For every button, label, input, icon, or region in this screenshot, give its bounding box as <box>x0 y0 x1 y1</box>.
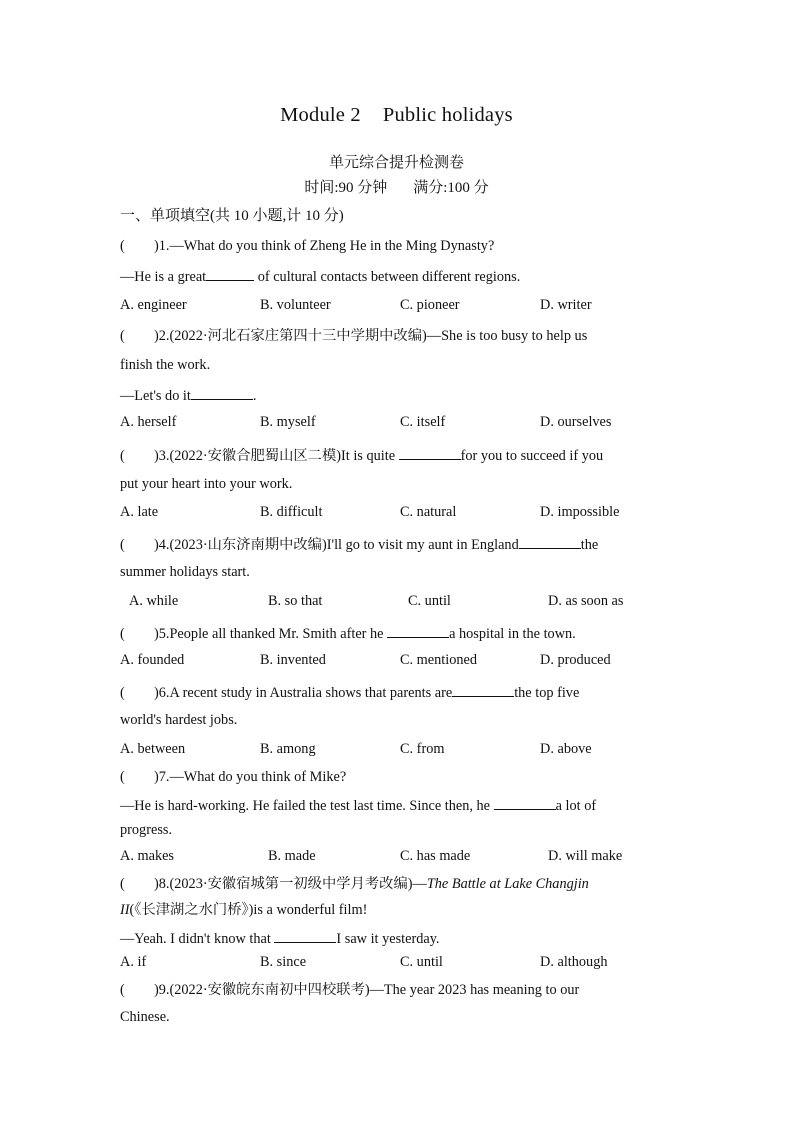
answer-blank[interactable] <box>206 266 254 281</box>
q4-option-c: C. until <box>408 593 451 609</box>
answer-blank[interactable] <box>274 928 336 943</box>
q4-option-b: B. so that <box>268 593 323 609</box>
q7-option-a: A. makes <box>120 848 174 864</box>
q3-option-c: C. natural <box>400 504 457 520</box>
q6-option-c: C. from <box>400 741 445 757</box>
question-2-answer-line: —Let's do it . <box>120 385 256 405</box>
question-4-stem-cont: summer holidays start. <box>120 564 250 580</box>
exam-time: 时间:90 分钟 <box>304 180 388 196</box>
q5-option-c: C. mentioned <box>400 652 478 668</box>
question-7-answer-line: —He is hard-working. He failed the test last time. Since then, he a lot of <box>120 795 596 815</box>
question-3-stem: ( )3.(2022·安徽合肥蜀山区二模)It is quite for you to succeed if you <box>120 445 603 465</box>
q6-option-a: A. between <box>120 741 186 757</box>
question-6-stem-cont: world's hardest jobs. <box>120 712 238 728</box>
q7-option-b: B. made <box>268 848 316 864</box>
q2-option-d: D. ourselves <box>540 414 612 430</box>
question-9-stem: ( )9.(2022·安徽皖东南初中四校联考)—The year 2023 has meaning to our <box>120 982 580 998</box>
question-8-answer-line: —Yeah. I didn't know that I saw it yesterday. <box>120 928 440 948</box>
q1-option-c: C. pioneer <box>400 297 460 313</box>
q1-option-b: B. volunteer <box>260 297 331 313</box>
q6-option-b: B. among <box>260 741 316 757</box>
question-9-stem-cont: Chinese. <box>120 1009 170 1025</box>
q8-option-c: C. until <box>400 954 443 970</box>
q5-option-a: A. founded <box>120 652 185 668</box>
question-7-stem: ( )7.—What do you think of Mike? <box>120 769 347 785</box>
q7-option-d: D. will make <box>548 848 623 864</box>
question-3-stem-cont: put your heart into your work. <box>120 476 293 492</box>
title-module: Module 2 <box>280 104 361 126</box>
answer-blank[interactable] <box>519 534 581 549</box>
section-heading: 一、单项填空(共 10 小题,计 10 分) <box>120 208 344 224</box>
answer-blank[interactable] <box>387 623 449 638</box>
answer-blank[interactable] <box>494 795 556 810</box>
q5-option-b: B. invented <box>260 652 326 668</box>
q8-option-d: D. although <box>540 954 608 970</box>
question-1-answer-line: —He is a great of cultural contacts between different regions. <box>120 266 520 286</box>
question-1-stem: ( )1.—What do you think of Zheng He in the Ming Dynasty? <box>120 238 495 254</box>
q5-option-d: D. produced <box>540 652 611 668</box>
answer-blank[interactable] <box>452 682 514 697</box>
exam-score: 满分:100 分 <box>413 180 489 196</box>
question-8-stem-cont: II(《长津湖之水门桥》)is a wonderful film! <box>120 902 368 918</box>
exam-info <box>0 176 793 197</box>
page-title <box>0 104 793 127</box>
q7-option-c: C. has made <box>400 848 471 864</box>
q2-option-a: A. herself <box>120 414 177 430</box>
answer-blank[interactable] <box>399 445 461 460</box>
q1-option-d: D. writer <box>540 297 592 313</box>
q4-option-a: A. while <box>129 593 179 609</box>
page-subtitle: 单元综合提升检测卷 <box>328 155 464 171</box>
q6-option-d: D. above <box>540 741 592 757</box>
question-2-stem-cont: finish the work. <box>120 357 211 373</box>
q1-option-a: A. engineer <box>120 297 187 313</box>
q8-option-a: A. if <box>120 954 147 970</box>
q2-option-c: C. itself <box>400 414 446 430</box>
question-7-answer-cont: progress. <box>120 822 173 838</box>
question-5-stem: ( )5.People all thanked Mr. Smith after he a hospital in the town. <box>120 623 576 643</box>
question-2-stem: ( )2.(2022·河北石家庄第四十三中学期中改编)—She is too busy to help us <box>120 328 588 344</box>
q3-option-a: A. late <box>120 504 159 520</box>
question-4-stem: ( )4.(2023·山东济南期中改编)I'll go to visit my aunt in England the <box>120 534 598 554</box>
q8-option-b: B. since <box>260 954 307 970</box>
question-6-stem: ( )6.A recent study in Australia shows that parents are the top five <box>120 682 579 702</box>
answer-blank[interactable] <box>191 385 253 400</box>
q3-option-b: B. difficult <box>260 504 323 520</box>
title-name: Public holidays <box>382 104 513 126</box>
question-8-stem: ( )8.(2023·安徽宿城第一初级中学月考改编)—The Battle at Lake Changjin <box>120 876 589 892</box>
q3-option-d: D. impossible <box>540 504 620 520</box>
q4-option-d: D. as soon as <box>548 593 624 609</box>
q2-option-b: B. myself <box>260 414 316 430</box>
